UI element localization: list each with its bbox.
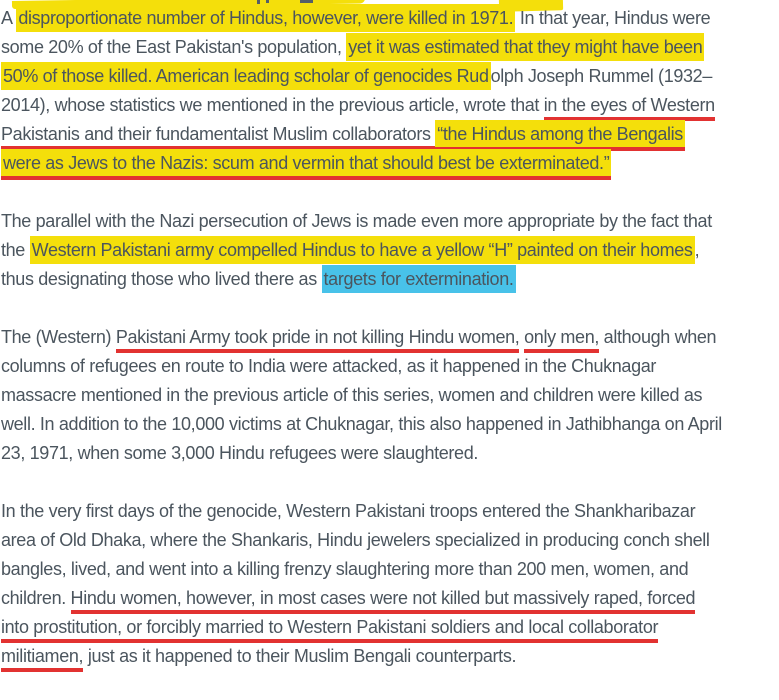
red-underline-segment: Hindu women, however, in most cases were not killed but massively raped, forced xyxy=(71,588,696,614)
text-line xyxy=(1,33,779,62)
text-segment: the xyxy=(1,240,30,260)
yellow-highlight-segment: disproportionate number of Hindus, however, were killed in 1971. xyxy=(16,4,515,32)
text-segment: just as it happened to their Muslim Bengali counterparts. xyxy=(83,646,517,666)
text-segment: columns of refugees en route to India were attacked, as it happened in the Chuknagar xyxy=(1,356,657,376)
text-line xyxy=(1,381,779,410)
blue-highlight-segment: targets for extermination. xyxy=(322,265,516,293)
text-line xyxy=(1,149,779,178)
text-line xyxy=(1,613,779,642)
red-underline-segment: only men, xyxy=(524,327,599,353)
text-segment: thus designating those who lived there as xyxy=(1,269,322,289)
red-underline-segment: into prostitution, or forcibly married to Western Pakistani soldiers and local collaborator xyxy=(1,617,658,643)
paragraph-2 xyxy=(1,207,779,294)
yellow-highlight-segment: Western Pakistani army compelled Hindus to have a yellow “H” painted on their homes xyxy=(30,236,695,264)
paragraph-1 xyxy=(1,4,779,178)
red-underline-segment: Pakistanis and their fundamentalist Muslim collaborators xyxy=(1,124,435,150)
text-line xyxy=(1,4,779,33)
red-underline-segment: Pakistani Army took pride in not killing Hindu women, xyxy=(116,327,520,353)
text-line xyxy=(1,236,779,265)
text-segment: , xyxy=(694,240,700,260)
yellow-highlight-segment: yet it was estimated that they might have been xyxy=(346,33,704,61)
text-line xyxy=(1,91,779,120)
text-segment: well. In addition to the 10,000 victims at Chuknagar, this also happened in Jathibhanga on April xyxy=(1,414,722,434)
text-segment: area of Old Dhaka, where the Shankaris, Hindu jewelers specialized in producing conch shell xyxy=(1,530,710,550)
text-segment: 23, 1971, when some 3,000 Hindu refugees were slaughtered. xyxy=(1,443,479,463)
red-underline-segment: militiamen, xyxy=(1,646,83,672)
text-segment: The (Western) xyxy=(1,327,116,347)
text-segment: 2014), whose statistics we mentioned in the previous article, wrote that xyxy=(1,95,544,115)
text-line xyxy=(1,410,779,439)
cutoff-text-fragment xyxy=(266,0,269,3)
red-underline-segment: in the eyes of Western xyxy=(544,95,715,121)
text-line xyxy=(1,526,779,555)
text-segment: some 20% of the East Pakistan's population, xyxy=(1,37,347,57)
text-line xyxy=(1,323,779,352)
text-line xyxy=(1,497,779,526)
paragraph-3 xyxy=(1,323,779,468)
text-segment: although when xyxy=(599,327,717,347)
text-line xyxy=(1,555,779,584)
text-line xyxy=(1,584,779,613)
paragraph-4 xyxy=(1,497,779,671)
text-segment: A xyxy=(1,8,17,28)
text-segment: The parallel with the Nazi persecution of Jews is made even more appropriate by the fact that xyxy=(1,211,712,231)
yellow-highlight-red-underline-segment: “the Hindus among the Bengalis xyxy=(435,120,685,151)
text-line xyxy=(1,265,779,294)
text-segment: In the very first days of the genocide, Western Pakistani troops entered the Shankharibazar xyxy=(1,501,696,521)
text-segment: In that year, Hindus were xyxy=(515,8,711,28)
article-text xyxy=(1,4,779,700)
text-line xyxy=(1,120,779,149)
text-segment: olph Joseph Rummel (1932– xyxy=(490,66,712,86)
text-segment: children. xyxy=(1,588,71,608)
yellow-highlight-red-underline-segment: were as Jews to the Nazis: scum and vermin that should best be exterminated.” xyxy=(1,149,611,180)
text-line xyxy=(1,642,779,671)
text-line xyxy=(1,439,779,468)
text-line xyxy=(1,352,779,381)
text-line xyxy=(1,62,779,91)
text-segment: massacre mentioned in the previous article of this series, women and children were killed as xyxy=(1,385,703,405)
text-segment: bangles, lived, and went into a killing frenzy slaughtering more than 200 men, women, and xyxy=(1,559,689,579)
cutoff-text-fragment xyxy=(257,0,260,4)
yellow-highlight-segment: 50% of those killed. American leading scholar of genocides Rud xyxy=(1,62,491,90)
cutoff-text-fragment xyxy=(300,0,313,3)
text-line xyxy=(1,207,779,236)
